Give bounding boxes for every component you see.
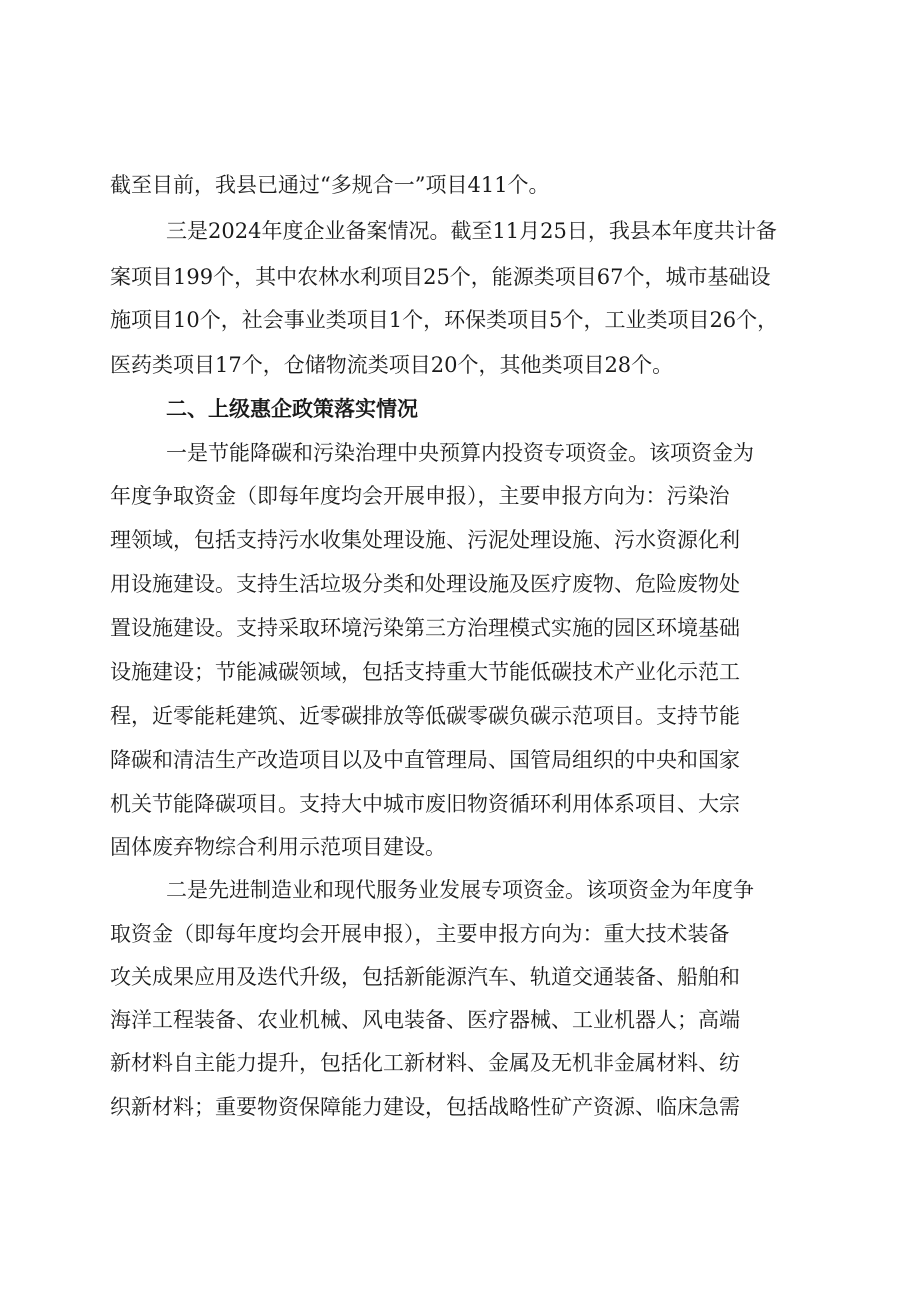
text-line — [0, 165, 920, 205]
line-text: 攻关成果应用及迭代升级，包括新能源汽车、轨道交通装备、船舶和 — [110, 965, 740, 989]
line-text: 织新材料；重要物资保障能力建设，包括战略性矿产资源、临床急需 — [110, 1095, 740, 1119]
text-line — [0, 1000, 920, 1040]
line-text: 海洋工程装备、农业机械、风电装备、医疗器械、工业机器人；高端 — [110, 1008, 740, 1032]
text-line — [0, 211, 920, 251]
heading-text: 二、上级惠企政策落实情况 — [166, 397, 418, 421]
text-line — [0, 696, 920, 736]
line-text: 二是先进制造业和现代服务业发展专项资金。该项资金为年度争 — [166, 878, 754, 902]
text-line — [0, 476, 920, 516]
text-line — [0, 740, 920, 780]
line-text: 医药类项目17个，仓储物流类项目20个，其他类项目28个。 — [110, 353, 674, 377]
text-line — [0, 957, 920, 997]
text-line — [0, 520, 920, 560]
line-text: 截至目前，我县已通过“多规合一”项目411个。 — [110, 173, 550, 197]
text-line — [0, 870, 920, 910]
line-text: 年度争取资金（即每年度均会开展申报），主要申报方向为：污染治 — [110, 484, 730, 508]
line-text: 理领域，包括支持污水收集处理设施、污泥处理设施、污水资源化利 — [110, 528, 740, 552]
line-text: 一是节能降碳和污染治理中央预算内投资专项资金。该项资金为 — [166, 441, 754, 465]
text-line — [0, 784, 920, 824]
section-heading — [0, 389, 920, 429]
text-line — [0, 433, 920, 473]
text-line — [0, 257, 920, 297]
line-text: 降碳和清洁生产改造项目以及中直管理局、国管局组织的中央和国家 — [110, 748, 740, 772]
text-line — [0, 345, 920, 385]
line-text: 设施建设；节能减碳领域，包括支持重大节能低碳技术产业化示范工 — [110, 660, 740, 684]
line-text: 取资金（即每年度均会开展申报），主要申报方向为：重大技术装备 — [110, 922, 730, 946]
line-text: 用设施建设。支持生活垃圾分类和处理设施及医疗废物、危险废物处 — [110, 572, 740, 596]
line-text: 案项目199个，其中农林水利项目25个，能源类项目67个，城市基础设 — [110, 265, 771, 289]
line-text: 三是2024年度企业备案情况。截至11月25日，我县本年度共计备 — [166, 219, 777, 243]
line-text: 机关节能降碳项目。支持大中城市废旧物资循环利用体系项目、大宗 — [110, 792, 740, 816]
line-text: 固体废弃物综合利用示范项目建设。 — [110, 835, 446, 859]
text-line — [0, 300, 920, 340]
text-line — [0, 1043, 920, 1083]
line-text: 施项目10个，社会事业类项目1个，环保类项目5个，工业类项目26个， — [110, 308, 779, 332]
text-line — [0, 652, 920, 692]
text-line — [0, 914, 920, 954]
line-text: 程，近零能耗建筑、近零碳排放等低碳零碳负碳示范项目。支持节能 — [110, 704, 740, 728]
text-line — [0, 564, 920, 604]
line-text: 置设施建设。支持采取环境污染第三方治理模式实施的园区环境基础 — [110, 616, 740, 640]
text-line — [0, 608, 920, 648]
text-line — [0, 827, 920, 867]
text-line — [0, 1087, 920, 1127]
line-text: 新材料自主能力提升，包括化工新材料、金属及无机非金属材料、纺 — [110, 1051, 740, 1075]
